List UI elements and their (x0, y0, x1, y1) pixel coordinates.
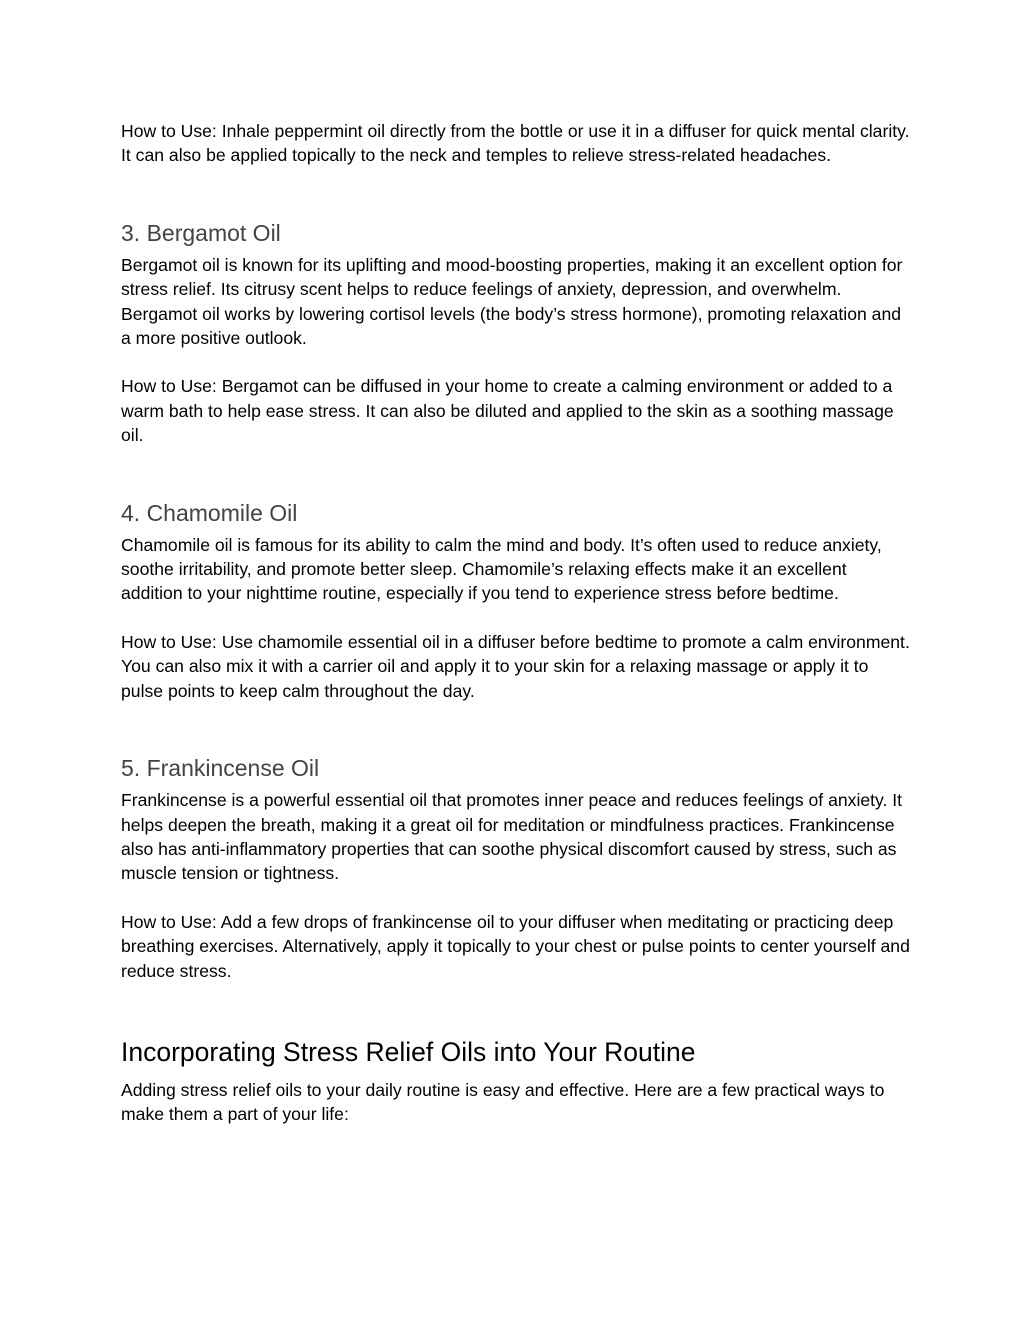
routine-section-heading: Incorporating Stress Relief Oils into Your Routine (121, 1036, 696, 1067)
bergamot-oil-heading: 3. Bergamot Oil (121, 219, 281, 246)
routine-intro-paragraph: Adding stress relief oils to your daily routine is easy and effective. Here are a few practical ways to make them a part of your life: (121, 1079, 885, 1125)
frankincense-description-paragraph: Frankincense is a powerful essential oil that promotes inner peace and reduces feelings of anxiety. It helps deepen the breath, making it a great oil for meditation or mindfulness practices. Frankincense also has anti-inflammatory properties that can soothe physical discomfort caused by stress, such as muscle tension or tightness. (121, 790, 903, 884)
frankincense-how-to-paragraph: How to Use: Add a few drops of frankincense oil to your diffuser when meditating or practicing deep breathing exercises. Alternatively, apply it topically to your chest or pulse points to center yourself and reduce stress. (121, 911, 910, 981)
document-page (121, 119, 911, 1127)
chamomile-description-paragraph: Chamomile oil is famous for its ability to calm the mind and body. It’s often used to reduce anxiety, soothe irritability, and promote better sleep. Chamomile’s relaxing effects make it an excellent addition to your nighttime routine, especially if you tend to experience stress before bedtime. (121, 534, 882, 604)
bergamot-description-paragraph: Bergamot oil is known for its uplifting and mood-boosting properties, making it an excellent option for stress relief. Its citrusy scent helps to reduce feelings of anxiety, depression, and overwhelm. Bergamot oil works by lowering cortisol levels (the body’s stress hormone), promoting relaxation and a more positive outlook. (121, 254, 903, 349)
bergamot-how-to-paragraph: How to Use: Bergamot can be diffused in your home to create a calming environment or added to a warm bath to help ease stress. It can also be diluted and applied to the skin as a soothing massage oil. (121, 376, 894, 446)
peppermint-how-to-paragraph: How to Use: Inhale peppermint oil directly from the bottle or use it in a diffuser for quick mental clarity. It can also be applied topically to the neck and temples to relieve stress-related headaches. (121, 121, 910, 166)
chamomile-how-to-paragraph: How to Use: Use chamomile essential oil in a diffuser before bedtime to promote a calm environment. You can also mix it with a carrier oil and apply it to your skin for a relaxing massage or apply it to pulse points to keep calm throughout the day. (121, 631, 910, 701)
frankincense-oil-heading: 5. Frankincense Oil (121, 755, 320, 782)
chamomile-oil-heading: 4. Chamomile Oil (121, 499, 298, 526)
